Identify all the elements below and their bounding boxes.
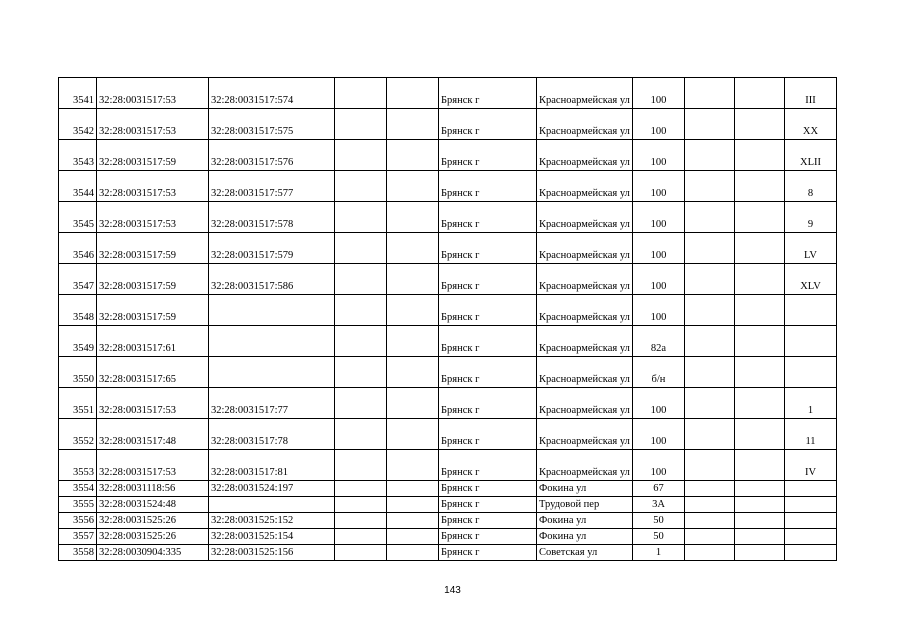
city-cell: Брянск г xyxy=(439,357,537,388)
city-cell: Брянск г xyxy=(439,202,537,233)
city-cell: Брянск г xyxy=(439,295,537,326)
row-number: 3555 xyxy=(59,497,97,513)
premises-cell: 11 xyxy=(785,419,837,450)
empty-cell xyxy=(735,264,785,295)
cadastral-number-object xyxy=(209,497,335,513)
house-cell: 100 xyxy=(633,202,685,233)
row-number: 3554 xyxy=(59,481,97,497)
street-cell: Красноармейская ул xyxy=(537,450,633,481)
house-cell: 50 xyxy=(633,529,685,545)
empty-cell xyxy=(685,295,735,326)
cadastral-number-object: 32:28:0031525:154 xyxy=(209,529,335,545)
empty-cell xyxy=(685,513,735,529)
street-cell: Советская ул xyxy=(537,545,633,561)
city-cell: Брянск г xyxy=(439,545,537,561)
empty-cell xyxy=(735,233,785,264)
house-cell: 100 xyxy=(633,450,685,481)
empty-cell xyxy=(685,545,735,561)
empty-cell xyxy=(335,545,387,561)
cadastral-number-parcel: 32:28:0031517:53 xyxy=(97,450,209,481)
empty-cell xyxy=(387,233,439,264)
empty-cell xyxy=(735,419,785,450)
empty-cell xyxy=(387,264,439,295)
city-cell: Брянск г xyxy=(439,450,537,481)
table-row xyxy=(59,388,837,419)
city-cell: Брянск г xyxy=(439,326,537,357)
cadastral-number-parcel: 32:28:0030904:335 xyxy=(97,545,209,561)
cadastral-number-parcel: 32:28:0031517:48 xyxy=(97,419,209,450)
cadastral-number-parcel: 32:28:0031517:53 xyxy=(97,202,209,233)
cadastral-number-parcel: 32:28:0031517:53 xyxy=(97,171,209,202)
empty-cell xyxy=(387,497,439,513)
empty-cell xyxy=(335,513,387,529)
empty-cell xyxy=(735,529,785,545)
empty-cell xyxy=(685,326,735,357)
empty-cell xyxy=(685,450,735,481)
house-cell: 100 xyxy=(633,171,685,202)
cadastral-number-object: 32:28:0031517:78 xyxy=(209,419,335,450)
table-row xyxy=(59,109,837,140)
house-cell: 1 xyxy=(633,545,685,561)
house-cell: 82а xyxy=(633,326,685,357)
cadastral-number-object: 32:28:0031517:586 xyxy=(209,264,335,295)
table-row xyxy=(59,419,837,450)
street-cell: Красноармейская ул xyxy=(537,140,633,171)
empty-cell xyxy=(335,450,387,481)
city-cell: Брянск г xyxy=(439,78,537,109)
row-number: 3544 xyxy=(59,171,97,202)
empty-cell xyxy=(387,171,439,202)
cadastral-number-parcel: 32:28:0031525:26 xyxy=(97,513,209,529)
empty-cell xyxy=(335,529,387,545)
empty-cell xyxy=(335,481,387,497)
cadastral-number-object: 32:28:0031517:579 xyxy=(209,233,335,264)
premises-cell xyxy=(785,481,837,497)
premises-cell: LV xyxy=(785,233,837,264)
cadastral-number-object: 32:28:0031525:156 xyxy=(209,545,335,561)
empty-cell xyxy=(335,78,387,109)
empty-cell xyxy=(685,481,735,497)
cadastral-number-object xyxy=(209,357,335,388)
city-cell: Брянск г xyxy=(439,497,537,513)
registry-table xyxy=(58,77,837,561)
city-cell: Брянск г xyxy=(439,388,537,419)
row-number: 3545 xyxy=(59,202,97,233)
city-cell: Брянск г xyxy=(439,513,537,529)
row-number: 3549 xyxy=(59,326,97,357)
cadastral-number-parcel: 32:28:0031517:53 xyxy=(97,109,209,140)
empty-cell xyxy=(735,450,785,481)
empty-cell xyxy=(685,78,735,109)
cadastral-number-parcel: 32:28:0031517:65 xyxy=(97,357,209,388)
cadastral-number-parcel: 32:28:0031517:53 xyxy=(97,388,209,419)
house-cell: 3А xyxy=(633,497,685,513)
table-row xyxy=(59,171,837,202)
house-cell: 100 xyxy=(633,264,685,295)
house-cell: 100 xyxy=(633,140,685,171)
cadastral-number-object: 32:28:0031517:576 xyxy=(209,140,335,171)
premises-cell: 9 xyxy=(785,202,837,233)
empty-cell xyxy=(387,140,439,171)
cadastral-number-parcel: 32:28:0031524:48 xyxy=(97,497,209,513)
registry-body xyxy=(59,78,837,561)
empty-cell xyxy=(685,388,735,419)
premises-cell: III xyxy=(785,78,837,109)
city-cell: Брянск г xyxy=(439,481,537,497)
row-number: 3557 xyxy=(59,529,97,545)
empty-cell xyxy=(387,357,439,388)
empty-cell xyxy=(735,481,785,497)
street-cell: Фокина ул xyxy=(537,529,633,545)
empty-cell xyxy=(387,326,439,357)
premises-cell: XLV xyxy=(785,264,837,295)
table-row xyxy=(59,233,837,264)
table-row xyxy=(59,450,837,481)
row-number: 3552 xyxy=(59,419,97,450)
empty-cell xyxy=(335,171,387,202)
empty-cell xyxy=(335,419,387,450)
empty-cell xyxy=(735,497,785,513)
empty-cell xyxy=(387,481,439,497)
empty-cell xyxy=(335,264,387,295)
empty-cell xyxy=(387,545,439,561)
street-cell: Трудовой пер xyxy=(537,497,633,513)
city-cell: Брянск г xyxy=(439,109,537,140)
empty-cell xyxy=(387,78,439,109)
cadastral-number-parcel: 32:28:0031517:59 xyxy=(97,264,209,295)
house-cell: 100 xyxy=(633,419,685,450)
table-row xyxy=(59,481,837,497)
empty-cell xyxy=(735,78,785,109)
table-row xyxy=(59,545,837,561)
empty-cell xyxy=(387,202,439,233)
row-number: 3548 xyxy=(59,295,97,326)
premises-cell xyxy=(785,357,837,388)
premises-cell: XX xyxy=(785,109,837,140)
cadastral-number-object: 32:28:0031517:577 xyxy=(209,171,335,202)
city-cell: Брянск г xyxy=(439,529,537,545)
cadastral-number-object: 32:28:0031517:81 xyxy=(209,450,335,481)
premises-cell xyxy=(785,513,837,529)
cadastral-number-parcel: 32:28:0031525:26 xyxy=(97,529,209,545)
table-row xyxy=(59,78,837,109)
empty-cell xyxy=(335,233,387,264)
table-row xyxy=(59,264,837,295)
empty-cell xyxy=(685,109,735,140)
street-cell: Фокина ул xyxy=(537,481,633,497)
table-row xyxy=(59,140,837,171)
house-cell: 100 xyxy=(633,295,685,326)
empty-cell xyxy=(735,326,785,357)
cadastral-number-object: 32:28:0031517:77 xyxy=(209,388,335,419)
premises-cell xyxy=(785,326,837,357)
street-cell: Красноармейская ул xyxy=(537,264,633,295)
empty-cell xyxy=(735,388,785,419)
house-cell: 67 xyxy=(633,481,685,497)
empty-cell xyxy=(685,357,735,388)
empty-cell xyxy=(685,140,735,171)
house-cell: 50 xyxy=(633,513,685,529)
empty-cell xyxy=(387,109,439,140)
empty-cell xyxy=(685,264,735,295)
row-number: 3541 xyxy=(59,78,97,109)
table-row xyxy=(59,529,837,545)
street-cell: Фокина ул xyxy=(537,513,633,529)
street-cell: Красноармейская ул xyxy=(537,419,633,450)
empty-cell xyxy=(335,388,387,419)
street-cell: Красноармейская ул xyxy=(537,233,633,264)
table-row xyxy=(59,326,837,357)
empty-cell xyxy=(685,202,735,233)
street-cell: Красноармейская ул xyxy=(537,171,633,202)
empty-cell xyxy=(335,109,387,140)
empty-cell xyxy=(735,109,785,140)
empty-cell xyxy=(387,513,439,529)
cadastral-number-parcel: 32:28:0031118:56 xyxy=(97,481,209,497)
cadastral-number-parcel: 32:28:0031517:61 xyxy=(97,326,209,357)
house-cell: 100 xyxy=(633,233,685,264)
cadastral-number-parcel: 32:28:0031517:53 xyxy=(97,78,209,109)
row-number: 3547 xyxy=(59,264,97,295)
house-cell: 100 xyxy=(633,78,685,109)
row-number: 3558 xyxy=(59,545,97,561)
empty-cell xyxy=(335,357,387,388)
house-cell: 100 xyxy=(633,388,685,419)
premises-cell: IV xyxy=(785,450,837,481)
row-number: 3550 xyxy=(59,357,97,388)
empty-cell xyxy=(335,326,387,357)
empty-cell xyxy=(387,388,439,419)
street-cell: Красноармейская ул xyxy=(537,326,633,357)
cadastral-number-object: 32:28:0031517:575 xyxy=(209,109,335,140)
row-number: 3542 xyxy=(59,109,97,140)
cadastral-number-object: 32:28:0031517:578 xyxy=(209,202,335,233)
empty-cell xyxy=(735,171,785,202)
empty-cell xyxy=(335,295,387,326)
empty-cell xyxy=(335,202,387,233)
row-number: 3551 xyxy=(59,388,97,419)
cadastral-number-object xyxy=(209,326,335,357)
row-number: 3553 xyxy=(59,450,97,481)
city-cell: Брянск г xyxy=(439,171,537,202)
empty-cell xyxy=(685,233,735,264)
cadastral-number-object: 32:28:0031517:574 xyxy=(209,78,335,109)
empty-cell xyxy=(387,295,439,326)
empty-cell xyxy=(735,357,785,388)
cadastral-number-object xyxy=(209,295,335,326)
premises-cell: 8 xyxy=(785,171,837,202)
page-number: 143 xyxy=(444,585,461,596)
table-row xyxy=(59,513,837,529)
empty-cell xyxy=(335,140,387,171)
cadastral-number-parcel: 32:28:0031517:59 xyxy=(97,233,209,264)
premises-cell xyxy=(785,529,837,545)
empty-cell xyxy=(685,419,735,450)
table-row xyxy=(59,497,837,513)
street-cell: Красноармейская ул xyxy=(537,109,633,140)
cadastral-number-object: 32:28:0031524:197 xyxy=(209,481,335,497)
table-row xyxy=(59,202,837,233)
empty-cell xyxy=(735,545,785,561)
premises-cell xyxy=(785,295,837,326)
house-cell: 100 xyxy=(633,109,685,140)
empty-cell xyxy=(735,513,785,529)
street-cell: Красноармейская ул xyxy=(537,202,633,233)
premises-cell: 1 xyxy=(785,388,837,419)
premises-cell xyxy=(785,497,837,513)
empty-cell xyxy=(387,529,439,545)
street-cell: Красноармейская ул xyxy=(537,357,633,388)
row-number: 3543 xyxy=(59,140,97,171)
city-cell: Брянск г xyxy=(439,419,537,450)
house-cell: б/н xyxy=(633,357,685,388)
empty-cell xyxy=(387,450,439,481)
row-number: 3556 xyxy=(59,513,97,529)
cadastral-number-parcel: 32:28:0031517:59 xyxy=(97,295,209,326)
cadastral-number-object: 32:28:0031525:152 xyxy=(209,513,335,529)
empty-cell xyxy=(685,497,735,513)
city-cell: Брянск г xyxy=(439,140,537,171)
table-row xyxy=(59,357,837,388)
city-cell: Брянск г xyxy=(439,233,537,264)
premises-cell xyxy=(785,545,837,561)
street-cell: Красноармейская ул xyxy=(537,78,633,109)
cadastral-number-parcel: 32:28:0031517:59 xyxy=(97,140,209,171)
premises-cell: XLII xyxy=(785,140,837,171)
table-row xyxy=(59,295,837,326)
empty-cell xyxy=(335,497,387,513)
empty-cell xyxy=(735,140,785,171)
empty-cell xyxy=(685,171,735,202)
street-cell: Красноармейская ул xyxy=(537,295,633,326)
empty-cell xyxy=(387,419,439,450)
empty-cell xyxy=(735,295,785,326)
street-cell: Красноармейская ул xyxy=(537,388,633,419)
empty-cell xyxy=(685,529,735,545)
city-cell: Брянск г xyxy=(439,264,537,295)
empty-cell xyxy=(735,202,785,233)
row-number: 3546 xyxy=(59,233,97,264)
